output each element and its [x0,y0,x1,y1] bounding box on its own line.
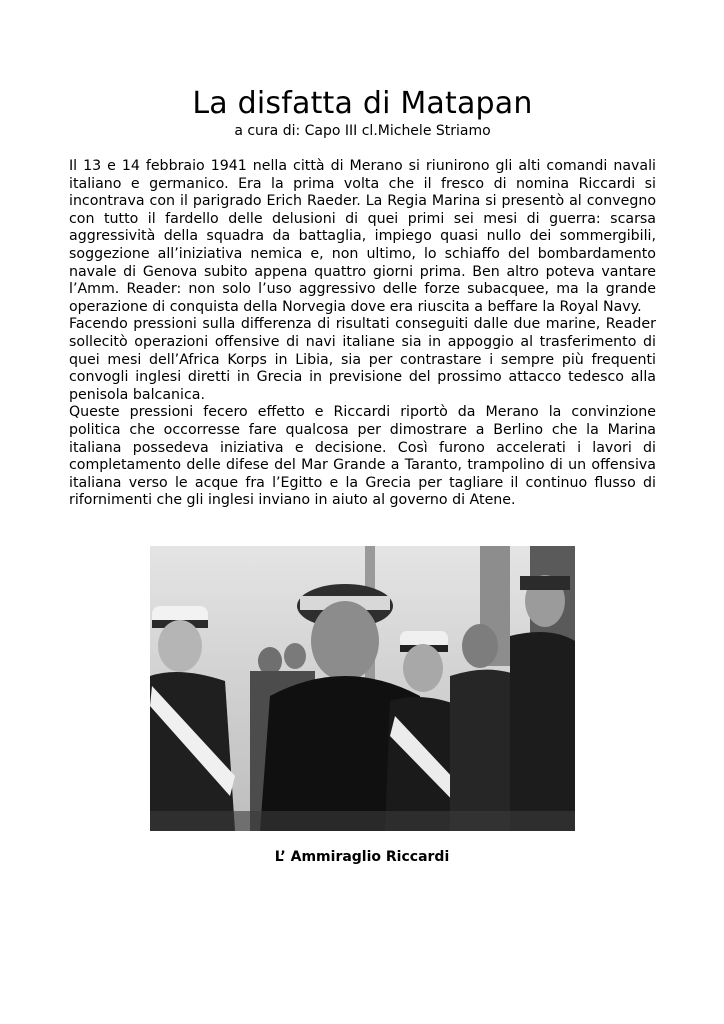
paragraph-3: Queste pressioni fecero effetto e Riccardi riportò da Merano la convinzione politica che occorresse fare qualcosa per dimostrare a Berlino che la Marina italiana possedeva iniziativa e decisione. Così furono accelerati i lavori di completamento delle difese del Mar Grande a Taranto, trampolino di un offensiva italiana verso le acque fra l’Egitto e la Grecia per tagliare il continuo flusso di rifornimenti che gli inglesi inviano in aiuto al governo di Atene. [69,404,656,509]
paragraph-2: Facendo pressioni sulla differenza di risultati conseguiti dalle due marine, Reader sollecitò operazioni offensive di navi italiane sia in appoggio al trasferimento di quei mesi dell’Africa Korps in Libia, sia per contrastare i sempre più frequenti convogli inglesi diretti in Grecia in previsione del prossimo attacco tedesco alla penisola balcanica. [69,316,656,403]
document-title: La disfatta di Matapan [192,86,533,121]
photo-caption: L’ Ammiraglio Riccardi [274,849,450,865]
paragraph-1: Il 13 e 14 febbraio 1941 nella città di Merano si riunirono gli alti comandi navali italiano e germanico. Era la prima volta che il fresco di nomina Riccardi si incontrava con il parigrado Erich Raeder. La Regia Marina si presentò al convegno con tutto il fardello delle delusioni di quei primi sei mesi di guerra: scarsa aggressività della squadra da battaglia, impiego quasi nullo dei sommergibili, soggezione all’iniziativa nemica e, non ultimo, lo schiaffo del bombardamento navale di Genova subito appena quattro giorni prima. Ben altro poteva vantare l’Amm. Reader: non solo l’uso aggressivo delle forze subacquee, ma la grande operazione di conquista della Norvegia dove era riuscita a beffare la Royal Navy. [69,158,656,315]
document-subtitle: a cura di: Capo III cl.Michele Striamo [234,123,491,139]
admiral-photo [150,546,575,831]
document-page [69,86,656,510]
